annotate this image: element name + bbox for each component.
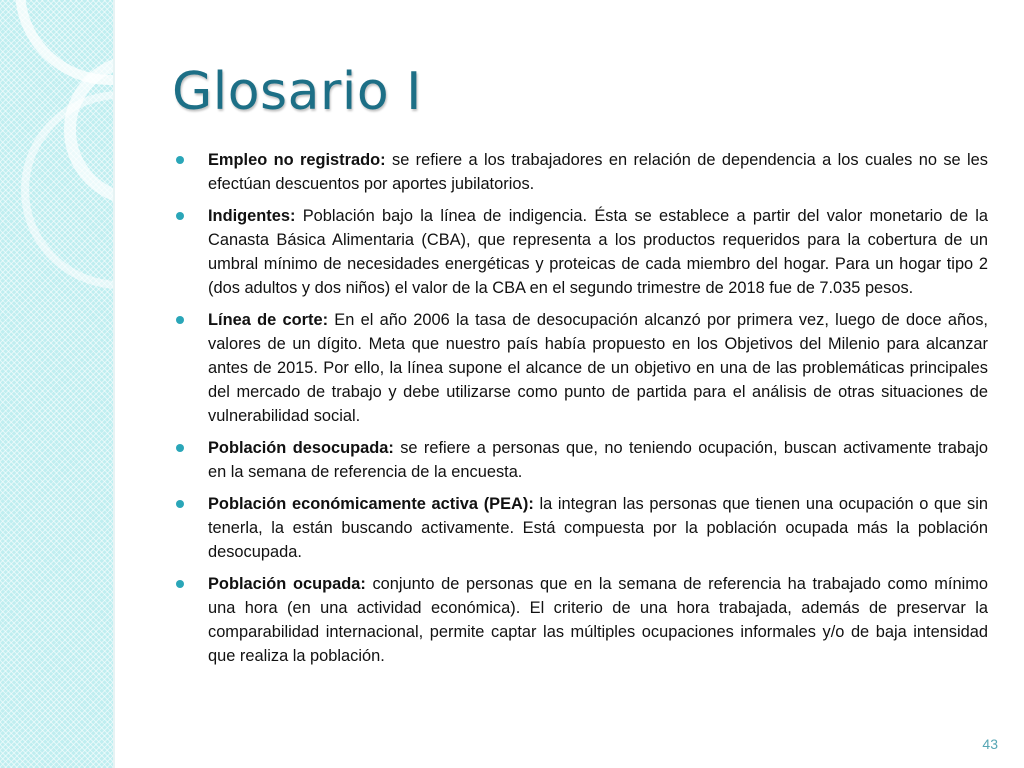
glossary-item-empleo-no-registrado [176, 148, 988, 196]
glossary-term: Población ocupada: [208, 575, 366, 593]
glossary-item-poblacion-desocupada [176, 436, 988, 484]
glossary-item-indigentes [176, 204, 988, 300]
side-band-edge [113, 0, 115, 768]
glossary-definition: conjunto de personas que en la semana de referencia ha trabajado como mínimo una hora (en una actividad económica). El criterio de una hora trabajada, además de preservar la comparabilidad internacional, permite captar las múltiples ocupaciones informales y/o de baja intensidad que realiza la población. [208, 575, 988, 665]
page-number: 43 [982, 736, 998, 752]
bullet-icon [176, 580, 184, 588]
bullet-icon [176, 156, 184, 164]
glossary-item-pea [176, 492, 988, 564]
glossary-definition: Población bajo la línea de indigencia. Ésta se establece a partir del valor monetario de la Canasta Básica Alimentaria (CBA), que representa a los productos requeridos para la cobertura de un umbral mínimo de necesidades energéticas y proteicas de cada miembro del hogar. Para un hogar tipo 2 (dos adultos y dos niños) el valor de la CBA en el segundo trimestre de 2018 fue de 7.035 pesos. [208, 207, 988, 297]
glossary-definition: se refiere a personas que, no teniendo ocupación, buscan activamente trabajo en la semana de referencia de la encuesta. [208, 439, 988, 481]
glossary-item-linea-de-corte [176, 308, 988, 428]
glossary-list [176, 148, 988, 676]
glossary-item-poblacion-ocupada [176, 572, 988, 668]
glossary-term: Indigentes: [208, 207, 296, 225]
bullet-icon [176, 500, 184, 508]
glossary-term: Línea de corte: [208, 311, 329, 329]
glossary-definition: En el año 2006 la tasa de desocupación alcanzó por primera vez, luego de doce años, valores de un dígito. Meta que nuestro país había propuesto en los Objetivos del Milenio para alcanzar antes de 2015. Por ello, la línea supone el alcance de un objetivo en una de las problemáticas principales del mercado de trabajo y debe utilizarse como punto de partida para el análisis de otras situaciones de vulnerabilidad social. [208, 311, 988, 425]
glossary-definition: la integran las personas que tienen una ocupación o que sin tenerla, la están buscando activamente. Está compuesta por la población ocupada más la población desocupada. [208, 495, 988, 561]
decorative-side-band [0, 0, 113, 768]
slide-title: Glosario I [172, 62, 423, 122]
bullet-icon [176, 212, 184, 220]
bullet-icon [176, 316, 184, 324]
bullet-icon [176, 444, 184, 452]
glossary-term: Empleo no registrado: [208, 151, 386, 169]
glossary-definition: se refiere a los trabajadores en relación de dependencia a los cuales no se les efectúan descuentos por aportes jubilatorios. [208, 151, 988, 193]
glossary-term: Población económicamente activa (PEA): [208, 495, 534, 513]
decorative-circles [0, 0, 113, 768]
glossary-term: Población desocupada: [208, 439, 394, 457]
